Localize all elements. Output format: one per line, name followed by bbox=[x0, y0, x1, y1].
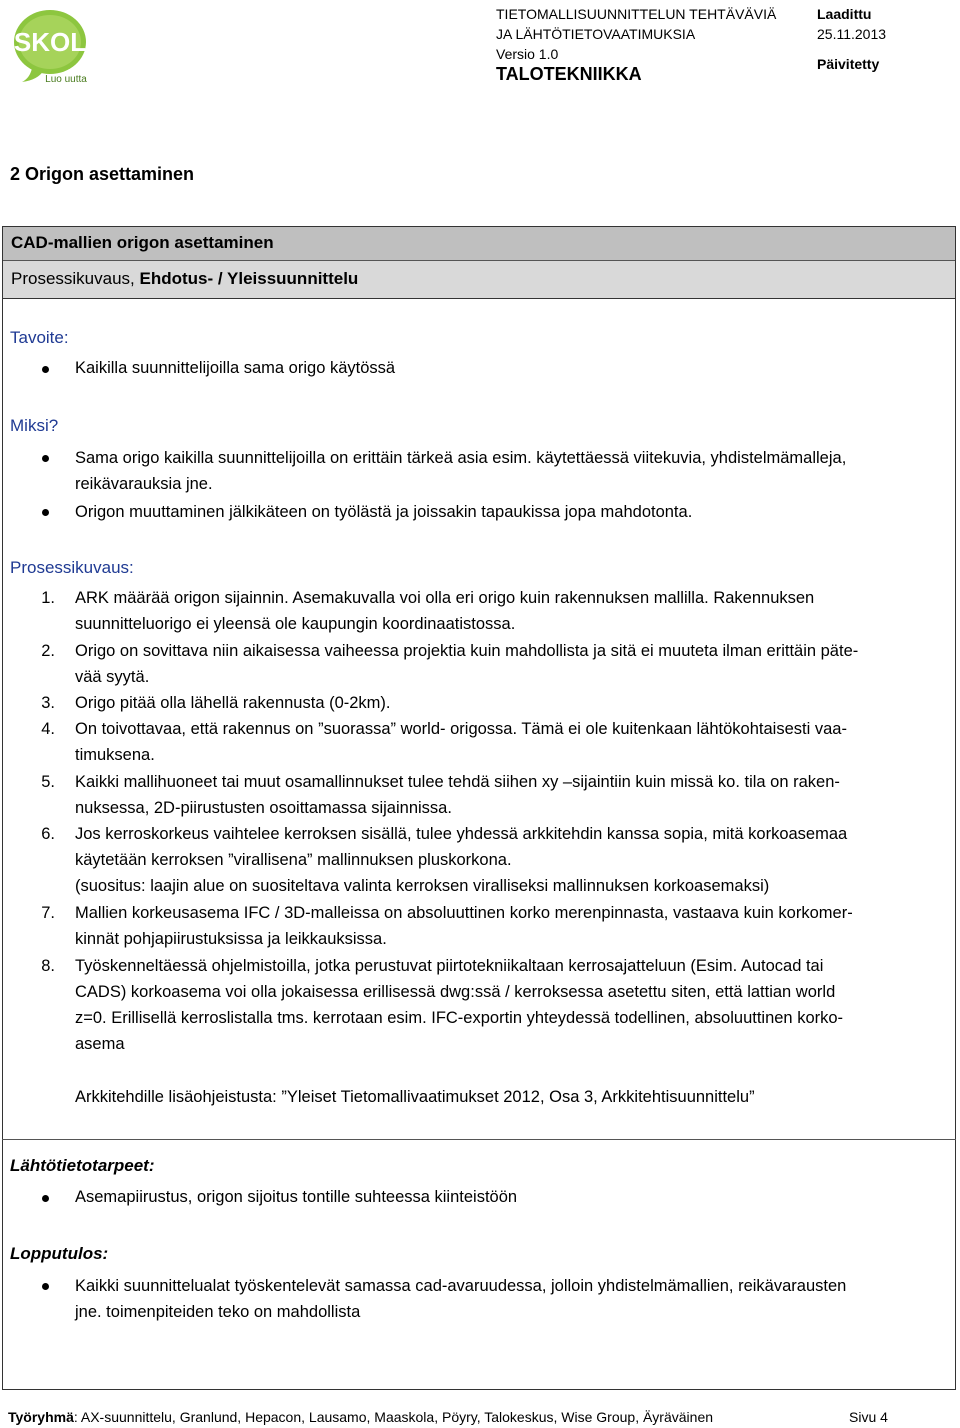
process-note: Arkkitehdille lisäohjeistusta: ”Yleiset Tietomallivaatimukset 2012, Osa 3, Arkkitehtisuunnittelu” bbox=[75, 1088, 755, 1106]
skol-logo-icon bbox=[12, 6, 92, 86]
process-num: 3. bbox=[41, 694, 55, 712]
section-divider bbox=[2, 1139, 956, 1140]
process-num: 7. bbox=[41, 904, 55, 922]
process-item-5 bbox=[75, 769, 941, 821]
doc-version: Versio 1.0 bbox=[496, 46, 559, 62]
doc-title-line2: JA LÄHTÖTIETOVAATIMUKSIA bbox=[496, 26, 696, 42]
svg-text:SKOL: SKOL bbox=[13, 27, 87, 57]
footer-team bbox=[8, 1409, 713, 1425]
process-line: käytetään kerroksen ”virallisena” mallinnuksen pluskorkona. bbox=[75, 851, 512, 869]
why-item-1-line: reikävarauksia jne. bbox=[75, 475, 213, 493]
svg-text:Luo uutta: Luo uutta bbox=[45, 74, 87, 85]
process-item-8 bbox=[75, 953, 941, 1057]
process-prefix: Prosessikuvaus, bbox=[11, 269, 140, 288]
process-num: 8. bbox=[41, 957, 55, 975]
process-num: 5. bbox=[41, 773, 55, 791]
process-phase-bar bbox=[3, 261, 955, 299]
result-line: jne. toimenpiteiden teko on mahdollista bbox=[75, 1303, 361, 1321]
process-line: Työskenneltäessä ohjelmistoilla, jotka perustuvat piirtotekniikaltaan kerrosajatteluun (Esim. Autocad tai bbox=[75, 957, 824, 975]
bullet-icon bbox=[42, 455, 49, 462]
process-item-4 bbox=[75, 716, 941, 768]
bullet-icon bbox=[42, 1283, 49, 1290]
process-line: Origo on sovittava niin aikaisessa vaiheessa projektia kuin mahdollista ja sitä ei muuteta ilman erittäin päte- bbox=[75, 642, 859, 660]
process-line: z=0. Erillisellä kerroslistalla tms. kerrotaan esim. IFC-exportin yhteydessä todellinen, absoluuttinen korko- bbox=[75, 1009, 844, 1027]
goal-label: Tavoite: bbox=[10, 328, 69, 347]
inputs-label: Lähtötietotarpeet: bbox=[10, 1156, 155, 1175]
process-num: 4. bbox=[41, 720, 55, 738]
created-label: Laadittu bbox=[817, 6, 872, 22]
process-line: suunnitteluorigo ei yleensä ole kaupungin koordinaatistossa. bbox=[75, 615, 516, 633]
process-label: Prosessikuvaus: bbox=[10, 558, 134, 577]
why-item-1 bbox=[75, 445, 941, 497]
why-item-1-line: Sama origo kaikilla suunnittelijoilla on erittäin tärkeä asia esim. käytettäessä viitekuvia, yhdistelmämalleja, bbox=[75, 449, 847, 467]
bullet-icon bbox=[42, 366, 49, 373]
doc-discipline: TALOTEKNIIKKA bbox=[496, 64, 642, 84]
why-item-2: Origon muuttaminen jälkikäteen on työlästä ja joissakin tapaukissa jopa mahdotonta. bbox=[75, 503, 693, 521]
created-date: 25.11.2013 bbox=[817, 26, 887, 42]
result-line: Kaikki suunnittelualat työskentelevät samassa cad-avaruudessa, jolloin yhdistelmämallien, reikävarausten bbox=[75, 1277, 847, 1295]
inputs-item: Asemapiirustus, origon sijoitus tontille suhteessa kiinteistöön bbox=[75, 1188, 518, 1206]
process-item-2 bbox=[75, 638, 941, 690]
section-heading: 2 Origon asettaminen bbox=[10, 164, 195, 184]
process-item-7 bbox=[75, 900, 941, 952]
process-line: CADS) korkoasema voi olla jokaisessa erillisessä dwg:ssä / kerroksessa asetettu siten, että lattian world bbox=[75, 983, 836, 1001]
process-item-1 bbox=[75, 585, 941, 637]
process-item-6 bbox=[75, 821, 941, 899]
process-line: ARK määrää origon sijainnin. Asemakuvalla voi olla eri origo kuin rakennuksen mallilla. Rakennuksen bbox=[75, 589, 815, 607]
bullet-icon bbox=[42, 1195, 49, 1202]
footer-text: : AX-suunnittelu, Granlund, Hepacon, Lausamo, Maaskola, Pöyry, Talokeskus, Wise Group, Äyräväinen bbox=[73, 1409, 714, 1425]
process-line: Mallien korkeusasema IFC / 3D-malleissa on absoluuttinen korko merenpinnasta, vastaava kuin korkomer- bbox=[75, 904, 853, 922]
process-line: (suositus: laajin alue on suositeltava valinta kerroksen viralliseksi mallinnuksen korkoasemaksi) bbox=[75, 877, 770, 895]
process-line: kinnät pohjapiirustuksissa ja leikkauksissa. bbox=[75, 930, 387, 948]
doc-title-line1: TIETOMALLISUUNNITTELUN TEHTÄVÄVIÄ bbox=[496, 6, 777, 22]
process-line: On toivottavaa, että rakennus on ”suorassa” world- origossa. Tämä ei ole kuitenkaan lähtökohtaisesti vaa- bbox=[75, 720, 847, 738]
process-line: Kaikki mallihuoneet tai muut osamallinnukset tulee tehdä siihen xy –sijaintiin kuin missä ko. tila on raken- bbox=[75, 773, 840, 791]
why-label: Miksi? bbox=[10, 416, 59, 435]
process-line: asema bbox=[75, 1035, 125, 1053]
process-phase: Ehdotus- / Yleissuunnittelu bbox=[139, 269, 359, 288]
process-num: 2. bbox=[41, 642, 55, 660]
box-title: CAD-mallien origon asettaminen bbox=[3, 227, 955, 261]
footer-label: Työryhmä bbox=[8, 1409, 74, 1425]
process-line: timuksena. bbox=[75, 746, 155, 764]
process-line: nuksessa, 2D-piirustusten osoittamassa sijainnissa. bbox=[75, 799, 452, 817]
updated-label: Päivitetty bbox=[817, 56, 880, 72]
process-line: vää syytä. bbox=[75, 668, 150, 686]
result-item bbox=[75, 1273, 941, 1325]
process-num: 1. bbox=[41, 589, 55, 607]
process-num: 6. bbox=[41, 825, 55, 843]
process-item-3: Origo pitää olla lähellä rakennusta (0-2km). bbox=[75, 694, 391, 712]
goal-item: Kaikilla suunnittelijoilla sama origo käytössä bbox=[75, 359, 396, 377]
page-number: Sivu 4 bbox=[849, 1409, 888, 1425]
process-line: Jos kerroskorkeus vaihtelee kerroksen sisällä, tulee yhdessä arkkitehdin kanssa sopia, mitä korkoasemaa bbox=[75, 825, 848, 843]
bullet-icon bbox=[42, 509, 49, 516]
result-label: Lopputulos: bbox=[10, 1244, 109, 1263]
skol-logo bbox=[12, 6, 92, 86]
